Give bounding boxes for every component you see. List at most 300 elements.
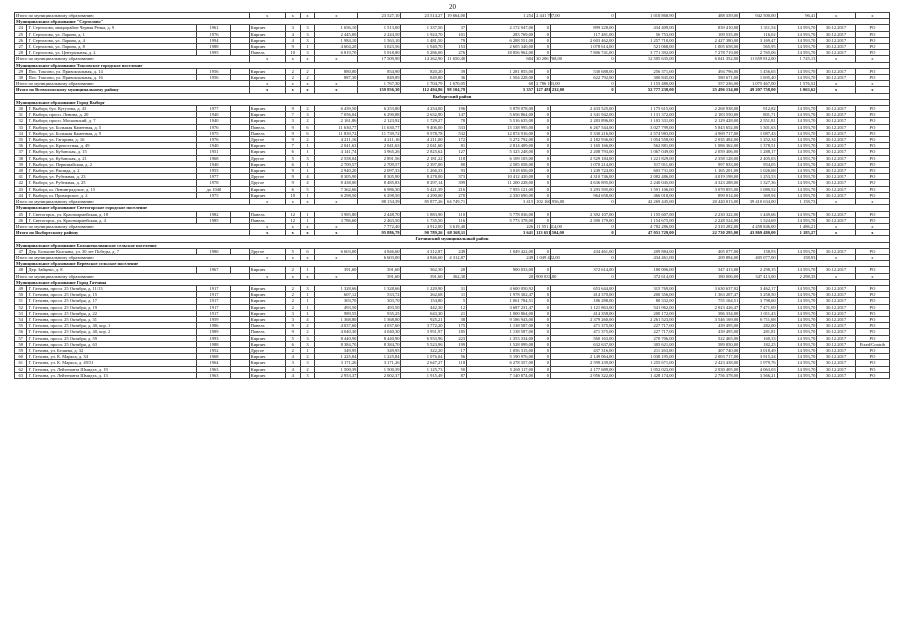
housing-register-table	[14, 12, 890, 379]
table-cell: 8 384,70	[315, 341, 358, 347]
table-cell: РО	[855, 186, 889, 192]
table-cell: 81	[444, 143, 467, 149]
table-cell: 8 384,70	[358, 341, 401, 347]
subtotal-cell: 372 614,00	[615, 273, 675, 279]
row-number: 30	[15, 75, 27, 81]
subtotal-cell: 2 441 707,00	[536, 13, 560, 18]
table-cell: Кирпич	[249, 372, 285, 378]
table-cell: 3	[285, 310, 300, 316]
subtotal-cell: 249	[467, 254, 535, 260]
table-cell: 0	[535, 143, 551, 149]
address-cell: Г. Гатчина, просп. 25 Октября, д. 40, кор. 2	[27, 329, 197, 335]
table-cell: 2	[300, 354, 315, 360]
table-cell: 30.12.2017	[817, 347, 856, 353]
subtotal-cell: 23 514,27	[401, 13, 444, 19]
table-cell: 322,20	[401, 347, 444, 353]
table-cell: 30.12.2017	[817, 217, 856, 223]
table-cell: 0	[535, 360, 551, 366]
municipality-name: Муниципальное образование Токсовское городское поселение	[15, 62, 890, 68]
table-cell: 7 471,69	[740, 304, 777, 310]
table-cell: 3 070 855,00	[675, 186, 740, 192]
table-cell: 300 845,00	[615, 75, 675, 81]
table-cell: 2	[300, 75, 315, 81]
subtotal-cell: x	[315, 223, 358, 229]
page-number: 20	[449, 3, 456, 11]
subtotal-cell: 1 767,30	[358, 81, 401, 87]
table-cell: 8 440,90	[315, 335, 358, 341]
table-cell: 3 687 231,47	[467, 304, 535, 310]
table-cell: 1 528 099,00	[467, 341, 535, 347]
table-cell: 2	[300, 329, 315, 335]
table-cell: 1	[300, 217, 315, 223]
table-cell: 5 260 117,00	[467, 366, 535, 372]
table-cell: 2 240 045,00	[615, 180, 675, 186]
subtotal-cell: 159 856,30	[358, 87, 401, 93]
subtotal-cell: 3 641	[467, 230, 535, 236]
table-cell: 2 551,81	[740, 118, 777, 124]
table-cell: 1 070 214,00	[551, 161, 616, 167]
table-cell: РО	[855, 44, 889, 50]
table-cell: 2 230 322,00	[675, 211, 740, 217]
subtotal-cell: x	[249, 81, 285, 87]
subtotal-cell: x	[315, 199, 358, 205]
table-cell: 0	[535, 341, 551, 347]
subtotal-cell: x	[855, 254, 889, 260]
row-number: 24	[15, 25, 27, 31]
table-cell: 3 566,21	[740, 372, 777, 378]
table-cell: РО	[855, 192, 889, 198]
table-cell: 1 984,10	[315, 37, 358, 43]
subtotal-cell: x	[285, 230, 300, 236]
table-cell: РО	[855, 68, 889, 74]
table-cell: РО	[855, 118, 889, 124]
subtotal-cell: x	[315, 87, 358, 93]
row-number: 31	[15, 112, 27, 118]
table-cell: Кирпич	[249, 75, 285, 81]
table-cell: до 1940	[197, 186, 231, 192]
table-cell: 1 225,84	[358, 354, 401, 360]
table-cell: 14 593,70	[777, 285, 817, 291]
table-cell: Кирпич	[249, 304, 285, 310]
table-cell: 1917	[197, 285, 231, 291]
table-cell: 7 955 121,00	[467, 186, 535, 192]
subtotal-cell: 6 603,00	[358, 254, 401, 260]
table-cell: 0	[535, 50, 551, 56]
table-cell: 442,30	[401, 304, 444, 310]
table-cell: 1	[300, 211, 315, 217]
table-cell: 1 054 558,00	[615, 137, 675, 143]
row-number: 36	[15, 143, 27, 149]
table-cell: РО	[855, 347, 889, 353]
row-number: 40	[15, 168, 27, 174]
address-cell: Пос. Токсово, ул. Привокзальная, д. 16	[27, 75, 197, 81]
table-cell: 14 593,70	[777, 161, 817, 167]
table-cell: 1975	[197, 192, 231, 198]
table-cell: 900 033,00	[467, 267, 535, 273]
row-number: 41	[15, 174, 27, 180]
subtotal-cell: 85 877,26	[401, 199, 444, 205]
table-cell: 20	[444, 267, 467, 273]
table-cell: 1988	[197, 44, 231, 50]
table-cell: Кирпич	[249, 149, 285, 155]
table-cell: 1 735,50	[401, 217, 444, 223]
table-cell: 270 706,00	[615, 335, 675, 341]
table-cell: 14 593,70	[777, 217, 817, 223]
table-cell: 249	[444, 248, 467, 254]
subtotal-cell: x	[249, 223, 285, 229]
address-cell: Г. Гатчина, просп. 25 Октября, д. 17	[27, 298, 197, 304]
table-cell: 3	[300, 37, 315, 43]
table-cell: 14 593,70	[777, 292, 817, 298]
table-cell: 5 286,00	[401, 50, 444, 56]
table-cell: 1917	[197, 292, 231, 298]
table-cell: 8 305,90	[358, 174, 401, 180]
subtotal-cell: 1 576,52	[777, 81, 817, 87]
table-cell: 14 593,70	[777, 25, 817, 31]
table-cell: 2 244,50	[358, 31, 401, 37]
table-cell: 30.12.2017	[817, 155, 856, 161]
table-cell: 5 325 248,00	[467, 149, 535, 155]
table-cell: 1 591 106,00	[615, 186, 675, 192]
table-cell: 1968	[197, 354, 231, 360]
table-cell: 21	[444, 310, 467, 316]
table-cell: 4	[285, 31, 300, 37]
table-cell: 2 041,63	[315, 143, 358, 149]
table-cell: 405 077,00	[675, 248, 740, 254]
table-cell: 1	[300, 149, 315, 155]
subtotal-cell: x	[855, 13, 889, 19]
table-cell: 1993	[197, 335, 231, 341]
table-cell: 2	[285, 68, 300, 74]
subtotal-cell: 362,30	[444, 273, 467, 279]
table-cell: 347 413,00	[675, 267, 740, 273]
table-cell: 9	[285, 168, 300, 174]
table-cell: 303,70	[358, 298, 401, 304]
table-cell: 2 574 983,00	[615, 130, 675, 136]
table-cell: 3 771 392,00	[615, 50, 675, 56]
table-cell: 281,81	[740, 329, 777, 335]
table-cell: 4 969 717,00	[675, 130, 740, 136]
table-cell: 30.12.2017	[817, 192, 856, 198]
address-cell: Г. Выборг, просп. Ленина, д. 20	[27, 112, 197, 118]
row-number: 27	[15, 44, 27, 50]
table-cell: 9	[285, 323, 300, 329]
table-cell: 2 030 405,00	[675, 366, 740, 372]
table-cell: 1 061 784,51	[467, 298, 535, 304]
table-cell: 1 165 166,00	[551, 143, 616, 149]
district-name: Гатчинский муниципальный район	[15, 236, 890, 242]
table-cell: 6 278 357,00	[467, 360, 535, 366]
subtotal-cell: x	[300, 87, 315, 93]
table-cell: 158,93	[740, 248, 777, 254]
table-cell: 1 924,70	[401, 31, 444, 37]
table-cell: 4	[300, 174, 315, 180]
table-cell: 4 211,16	[358, 137, 401, 143]
table-cell: 6 711,68	[740, 316, 777, 322]
table-cell: 14 593,70	[777, 106, 817, 112]
table-cell: 4 254,00	[401, 106, 444, 112]
table-cell: 1 940,70	[401, 44, 444, 50]
subtotal-cell: 20 420 013,00	[675, 199, 740, 205]
table-cell: 2	[300, 118, 315, 124]
table-cell: 2 097,33	[358, 168, 401, 174]
table-cell: 989,55	[315, 310, 358, 316]
table-cell: 3 293 595,00	[551, 186, 616, 192]
table-cell: 0	[535, 304, 551, 310]
subtotal-cell: 7 772,40	[358, 223, 401, 229]
table-cell: 3 171,26	[315, 360, 358, 366]
table-cell: 1 138 587,00	[467, 323, 535, 329]
table-cell: 256 371,00	[615, 68, 675, 74]
table-cell: Кирпич	[249, 285, 285, 291]
table-cell: 1 449,66	[740, 211, 777, 217]
subtotal-cell: x	[249, 199, 285, 205]
table-cell: 4 323 288,00	[675, 180, 740, 186]
table-cell: 2 358 128,00	[675, 155, 740, 161]
subtotal-cell: x	[300, 230, 315, 236]
table-cell: 38	[444, 316, 467, 322]
table-cell: 0	[535, 316, 551, 322]
table-cell: 1956	[197, 75, 231, 81]
table-cell: 2 182 936,00	[551, 137, 616, 143]
table-cell: Кирпич	[249, 31, 285, 37]
table-cell: Кирпич	[249, 186, 285, 192]
subtotal-cell: 52 777 238,00	[615, 87, 675, 93]
table-cell: 2 298,35	[740, 267, 777, 273]
table-cell: 5 656 864,00	[467, 112, 535, 118]
subtotal-cell: 1 153 480,00	[615, 81, 675, 87]
subtotal-cell: 47 051 729,00	[615, 230, 675, 236]
table-cell: 2	[285, 298, 300, 304]
table-cell: РО	[855, 174, 889, 180]
subtotal-cell: 64 749,71	[444, 199, 467, 205]
table-cell: 4	[285, 354, 300, 360]
table-cell: 147	[444, 112, 467, 118]
subtotal-label: Итого по муниципальному образованию	[15, 81, 250, 87]
table-cell: 14 593,70	[777, 329, 817, 335]
subtotal-cell: x	[285, 273, 300, 279]
table-cell: 1 500,39	[358, 366, 401, 372]
table-cell: 4	[300, 180, 315, 186]
address-cell: Г. Гатчина, ул. Лейтенанта Шмидта, д. 13	[27, 372, 197, 378]
table-cell: 9	[285, 124, 300, 130]
subtotal-cell: 112 494,86	[401, 87, 444, 93]
table-cell: 14 593,70	[777, 118, 817, 124]
table-cell: 3	[300, 360, 315, 366]
table-cell: 1 301,63	[740, 124, 777, 130]
subtotal-cell: x	[817, 223, 856, 229]
row-number: 37	[15, 149, 27, 155]
table-cell: 30.12.2017	[817, 292, 856, 298]
table-cell: РО	[855, 106, 889, 112]
row-number: 38	[15, 155, 27, 161]
table-cell: 50	[444, 366, 467, 372]
table-cell: 1940	[197, 143, 231, 149]
subtotal-cell: x	[855, 81, 889, 87]
table-cell: 2	[285, 267, 300, 273]
subtotal-cell: 95 886,79	[358, 230, 401, 236]
table-cell: 0	[535, 366, 551, 372]
table-cell: РО	[855, 310, 889, 316]
table-cell: 899 228,00	[551, 25, 616, 31]
table-cell: 0	[535, 25, 551, 31]
table-cell: 1 729,27	[401, 118, 444, 124]
table-cell: 93	[444, 168, 467, 174]
table-cell: 30.12.2017	[817, 50, 856, 56]
address-cell: Дер. Большие Колпаны, ул. 30 лет Победы, д. 7	[27, 248, 197, 254]
table-cell: 2 463,50	[358, 217, 401, 223]
table-cell: 849,80	[401, 75, 444, 81]
table-cell: 2 177 689,00	[551, 366, 616, 372]
table-cell: 30.12.2017	[817, 329, 856, 335]
row-number: 54	[15, 316, 27, 322]
table-cell: 414 358,00	[551, 310, 616, 316]
table-cell: 3	[300, 31, 315, 37]
table-cell: 14 593,70	[777, 130, 817, 136]
table-cell: Кирпич	[249, 341, 285, 347]
table-cell: 30.12.2017	[817, 267, 856, 273]
subtotal-cell: x	[300, 199, 315, 205]
table-cell: 4 019 198,00	[675, 174, 740, 180]
table-cell: 282,00	[740, 323, 777, 329]
table-cell: Панель	[249, 130, 285, 136]
table-cell: 2 283 896,00	[551, 118, 616, 124]
row-number: 48	[15, 267, 27, 273]
subtotal-cell: 68 368,11	[444, 230, 467, 236]
table-cell: 3 258,50	[740, 292, 777, 298]
subtotal-cell: x	[817, 13, 856, 19]
table-cell: 0	[535, 323, 551, 329]
table-cell: 1 504 228,00	[467, 75, 535, 81]
subtotal-cell: 1 158,73	[777, 199, 817, 205]
subtotal-cell: 942 500,00	[740, 13, 777, 19]
subtotal-label: Итого по муниципальному образованию	[15, 223, 250, 229]
table-cell: 14 593,70	[777, 267, 817, 273]
table-cell: 14 593,70	[777, 168, 817, 174]
table-cell: 1 125,73	[401, 366, 444, 372]
row-number: 61	[15, 360, 27, 366]
table-cell: 0	[535, 130, 551, 136]
table-cell: 880,00	[315, 68, 358, 74]
table-cell: 1 266,33	[401, 168, 444, 174]
table-cell: 7 806 741,00	[551, 50, 616, 56]
table-cell: 2 059 406,00	[675, 149, 740, 155]
table-cell: 2 379 260,00	[551, 316, 616, 322]
subtotal-cell: x	[817, 87, 856, 93]
table-cell: 1 154 675,00	[615, 217, 675, 223]
table-cell: Кирпич	[249, 118, 285, 124]
table-cell: 3 951,97	[401, 329, 444, 335]
table-cell: 10	[285, 50, 300, 56]
table-cell: 4 310 746,00	[551, 174, 616, 180]
table-cell: 14 593,70	[777, 248, 817, 254]
table-cell: 4 040,30	[315, 329, 358, 335]
table-cell: 1 229,90	[401, 285, 444, 291]
table-cell: 4 312,87	[401, 248, 444, 254]
subtotal-cell: 434 461,00	[615, 254, 675, 260]
table-cell: 1 481,50	[401, 37, 444, 43]
table-cell: 4 037,60	[315, 323, 358, 329]
table-cell: 30.12.2017	[817, 248, 856, 254]
subtotal-cell: x	[285, 81, 300, 87]
table-cell: 1 005 658,00	[675, 44, 740, 50]
table-cell: 14 593,70	[777, 155, 817, 161]
table-cell: 899 014,00	[675, 192, 740, 198]
subtotal-cell: x	[285, 223, 300, 229]
table-cell: 2 585 058,00	[467, 161, 535, 167]
subtotal-cell: 405 077,00	[740, 254, 777, 260]
table-cell: РО	[855, 335, 889, 341]
table-cell: 78	[444, 118, 467, 124]
subtotal-cell: x	[855, 230, 889, 236]
table-cell: 30.12.2017	[817, 168, 856, 174]
table-cell: 0	[535, 124, 551, 130]
table-cell: 5 272 792,00	[467, 137, 535, 143]
subtotal-cell: x	[855, 87, 889, 93]
table-cell: 1982	[197, 211, 231, 217]
table-cell: РО	[855, 267, 889, 273]
table-cell: РО	[855, 75, 889, 81]
table-cell: 887,30	[315, 75, 358, 81]
table-cell: 439 495,00	[675, 323, 740, 329]
subtotal-cell: 5 357	[467, 87, 535, 93]
table-cell: 117 481,00	[551, 31, 616, 37]
table-cell: 622 792,00	[551, 75, 616, 81]
table-cell: 5	[285, 248, 300, 254]
table-cell: 14 593,70	[777, 50, 817, 56]
table-cell: Кирпич	[249, 366, 285, 372]
table-cell: 5	[285, 155, 300, 161]
table-cell: 0	[535, 137, 551, 143]
table-cell: 954,05	[740, 161, 777, 167]
table-cell: 820,20	[401, 68, 444, 74]
table-cell: 2 390 179,00	[551, 217, 616, 223]
table-cell: 1989	[197, 329, 231, 335]
table-cell: 30.12.2017	[817, 174, 856, 180]
table-cell: Панель	[249, 50, 285, 56]
subtotal-cell: 6 041 352,00	[675, 56, 740, 62]
subtotal-cell: 158,93	[777, 254, 817, 260]
subtotal-cell: 0	[551, 13, 616, 19]
table-cell: 2 953,37	[315, 372, 358, 378]
row-number: 63	[15, 372, 27, 378]
table-cell: 6 986,30	[358, 186, 401, 192]
subtotal-cell: 1 670,05	[444, 81, 467, 87]
row-number: 39	[15, 161, 27, 167]
subtotal-cell: 11 551 414,00	[536, 223, 562, 229]
subtotal-cell: x	[285, 56, 300, 62]
table-cell: 4 600 050,92	[467, 285, 535, 291]
address-cell: Г. Сертолово, ул. Ларина, д. 1	[27, 31, 197, 37]
table-cell: 1 456,65	[740, 68, 777, 74]
table-cell: 30.12.2017	[817, 341, 856, 347]
table-cell: 185	[444, 329, 467, 335]
table-cell: 0	[535, 329, 551, 335]
table-cell: 1 353 334,00	[467, 335, 535, 341]
table-cell: 1 524,69	[740, 217, 777, 223]
table-cell: 997 833,00	[675, 161, 740, 167]
table-cell: 4 211,16	[315, 137, 358, 143]
table-cell: 14 593,70	[777, 372, 817, 378]
table-cell: Кирпич	[249, 44, 285, 50]
address-cell: Г. Выборг, ул. Рашида, д. 2	[27, 168, 197, 174]
table-cell: 2	[285, 347, 300, 353]
table-cell: 2 261 523,00	[615, 316, 675, 322]
table-cell: Кирпич	[249, 354, 285, 360]
table-cell: 1	[300, 168, 315, 174]
table-cell: 4 040,30	[358, 329, 401, 335]
table-cell: РО	[855, 155, 889, 161]
